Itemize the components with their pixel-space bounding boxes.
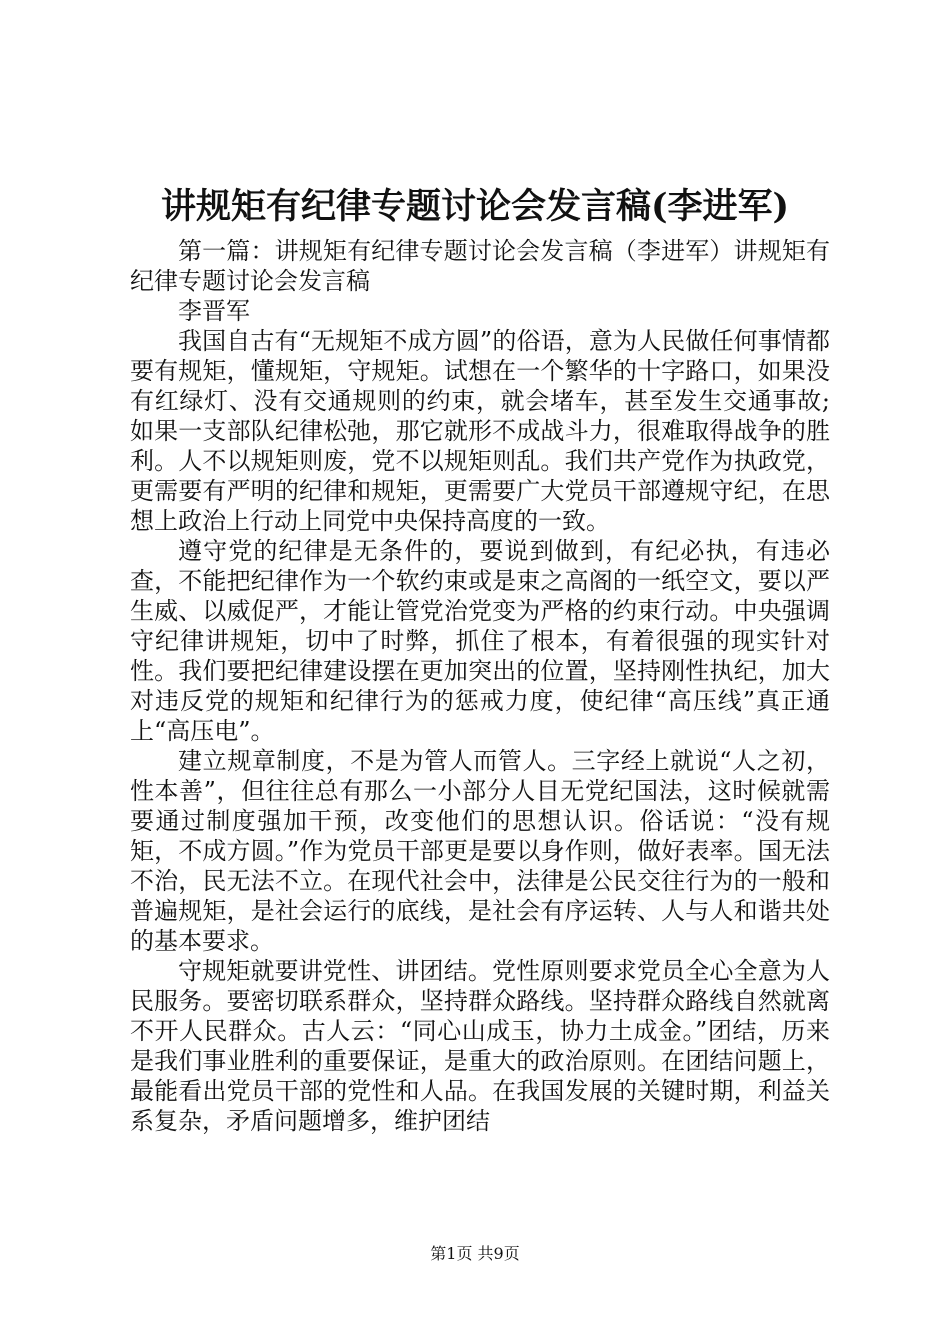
paragraph-3: 建立规章制度，不是为管人而管人。三字经上就说“人之初，性本善”，但往往总有那么一小部分人目无党纪国法，这时候就需要通过制度强加干预，改变他们的思想认识。俗话说：“没有规矩，不成方圆。”作为党员干部更是要以身作则，做好表率。国无法不治，民无法不立。在现代社会中，法律是公民交往行为的一般和普遍规矩，是社会运行的底线，是社会有序运转、人与人和谐共处的基本要求。 bbox=[130, 747, 830, 955]
page-number: 第1页 共9页 bbox=[430, 1244, 520, 1263]
paragraph-1: 我国自古有“无规矩不成方圆”的俗语，意为人民做任何事情都要有规矩，懂规矩，守规矩。试想在一个繁华的十字路口，如果没有红绿灯、没有交通规则的约束，就会堵车，甚至发生交通事故;如果一支部队纪律松弛，那它就形不成战斗力，很难取得战争的胜利。人不以规矩则废，党不以规矩则乱。我们共产党作为执政党，更需要有严明的纪律和规矩，更需要广大党员干部遵规守纪，在思想上政治上行动上同党中央保持高度的一致。 bbox=[130, 327, 830, 535]
paragraph-intro: 第一篇：讲规矩有纪律专题讨论会发言稿（李进军）讲规矩有纪律专题讨论会发言稿 bbox=[130, 237, 830, 295]
paragraph-author: 李晋军 bbox=[178, 297, 250, 325]
document-title: 讲规矩有纪律专题讨论会发言稿(李进军) bbox=[160, 186, 790, 227]
paragraph-4: 守规矩就要讲党性、讲团结。党性原则要求党员全心全意为人民服务。要密切联系群众，坚持群众路线。坚持群众路线自然就离不开人民群众。古人云：“同心山成玉，协力土成金。”团结，历来是我们事业胜利的重要保证，是重大的政治原则。在团结问题上，最能看出党员干部的党性和人品。在我国发展的关键时期，利益关系复杂，矛盾问题增多，维护团结 bbox=[130, 957, 830, 1135]
document-body bbox=[130, 236, 830, 1136]
paragraph-2: 遵守党的纪律是无条件的，要说到做到，有纪必执，有违必查，不能把纪律作为一个软约束或是束之高阁的一纸空文，要以严生威、以威促严，才能让管党治党变为严格的约束行动。中央强调守纪律讲规矩，切中了时弊，抓住了根本，有着很强的现实针对性。我们要把纪律建设摆在更加突出的位置，坚持刚性执纪，加大对违反党的规矩和纪律行为的惩戒力度，使纪律“高压线”真正通上“高压电”。 bbox=[130, 537, 830, 745]
